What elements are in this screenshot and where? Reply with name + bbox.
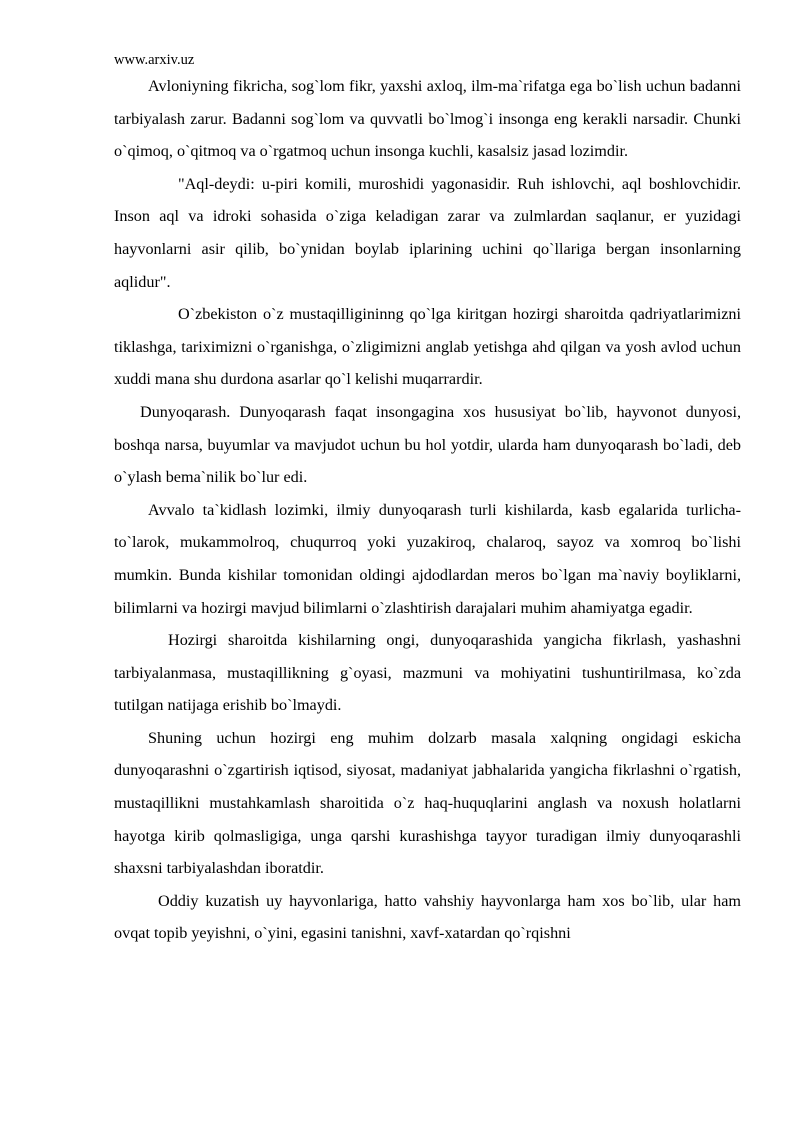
paragraph-uzbekistan-independence: O`zbekiston o`z mustaqilligininng qo`lga kiritgan hozirgi sharoitda qadriyatlarimizni tiklashga, tariximizni o`rganishga, o`zligimizni anglab yetishga ahd qilgan va yosh avlod uchun xuddi mana shu durdona asarlar qo`l kelishi muqarrardir. <box>114 305 741 389</box>
paragraph-dunyoqarash-definition: Dunyoqarash. Dunyoqarash faqat insongagina xos hususiyat bo`lib, hayvonot dunyosi, boshqa narsa, buyumlar va mavjudot uchun bu hol yotdir, ularda ham dunyoqarash bo`ladi, deb o`ylash bema`nilik bo`lur edi. <box>114 402 741 487</box>
paragraph-modern-conditions: Hozirgi sharoitda kishilarning ongi, dunyoqarashida yangicha fikrlash, yashashni tarbiyalanmasa, mustaqillikning g`oyasi, mazmuni va mohiyatini tushuntirilmasa, ko`zda tutilgan natijaga erishib bo`lmaydi. <box>114 631 741 715</box>
document-body <box>114 70 741 950</box>
paragraph-quote-aql: "Aql-deydi: u-piri komili, muroshidi yagonasidir. Ruh ishlovchi, aql boshlovchidir. Inson aql va idroki sohasida o`ziga keladigan zarar va zulmlardan saqlanur, er yuzidagi hayvonlarni asir qilib, bo`ynidan boylab iplarining uchini qo`llariga bergan insonlarning aqlidur". <box>114 174 741 291</box>
paragraph-observation: Oddiy kuzatish uy hayvonlariga, hatto vahshiy hayvonlarga ham xos bo`lib, ular ham ovqat topib yeyishni, o`yini, egasini tanishni, xavf-xatardan qo`rqishni <box>114 891 741 943</box>
paragraph-scientific-worldview: Avvalo ta`kidlash lozimki, ilmiy dunyoqarash turli kishilarda, kasb egalarida turlicha-to`larok, mukammolroq, chuqurroq yoki yuzakiroq, chalaroq, sayoz va xomroq bo`lishi mumkin. Bunda kishilar tomonidan oldingi ajdodlardan meros bo`lgan ma`naviy boyliklarni, bilimlarni va hozirgi mavjud bilimlarni o`zlashtirish darajalari muhim ahamiyatga egadir. <box>114 500 741 617</box>
paragraph-avloniy-views: Avloniyning fikricha, sog`lom fikr, yaxshi axloq, ilm-ma`rifatga ega bo`lish uchun badanni tarbiyalash zarur. Badanni sog`lom va quvvatli bo`lmog`i insonga eng kerakli narsadir. Chunki o`qimoq, o`qitmoq va o`rgatmoq uchun insonga kuchli, kasalsiz jasad lozimdir. <box>114 77 741 161</box>
paragraph-urgent-task: Shuning uchun hozirgi eng muhim dolzarb masala xalqning ongidagi eskicha dunyoqarashni o`zgartirish iqtisod, siyosat, madaniyat jabhalarida yangicha fikrlashni o`rgatish, mustaqillikni mustahkamlash sharoitida o`z haq-huquqlarini anglash va noxush holatlarni hayotga kirib qolmasligiga, unga qarshi kurashishga tayyor turadigan ilmiy dunyoqarashli shaxsni tarbiyalashdan iboratdir. <box>114 728 741 878</box>
site-header: www.arxiv.uz <box>114 52 195 68</box>
